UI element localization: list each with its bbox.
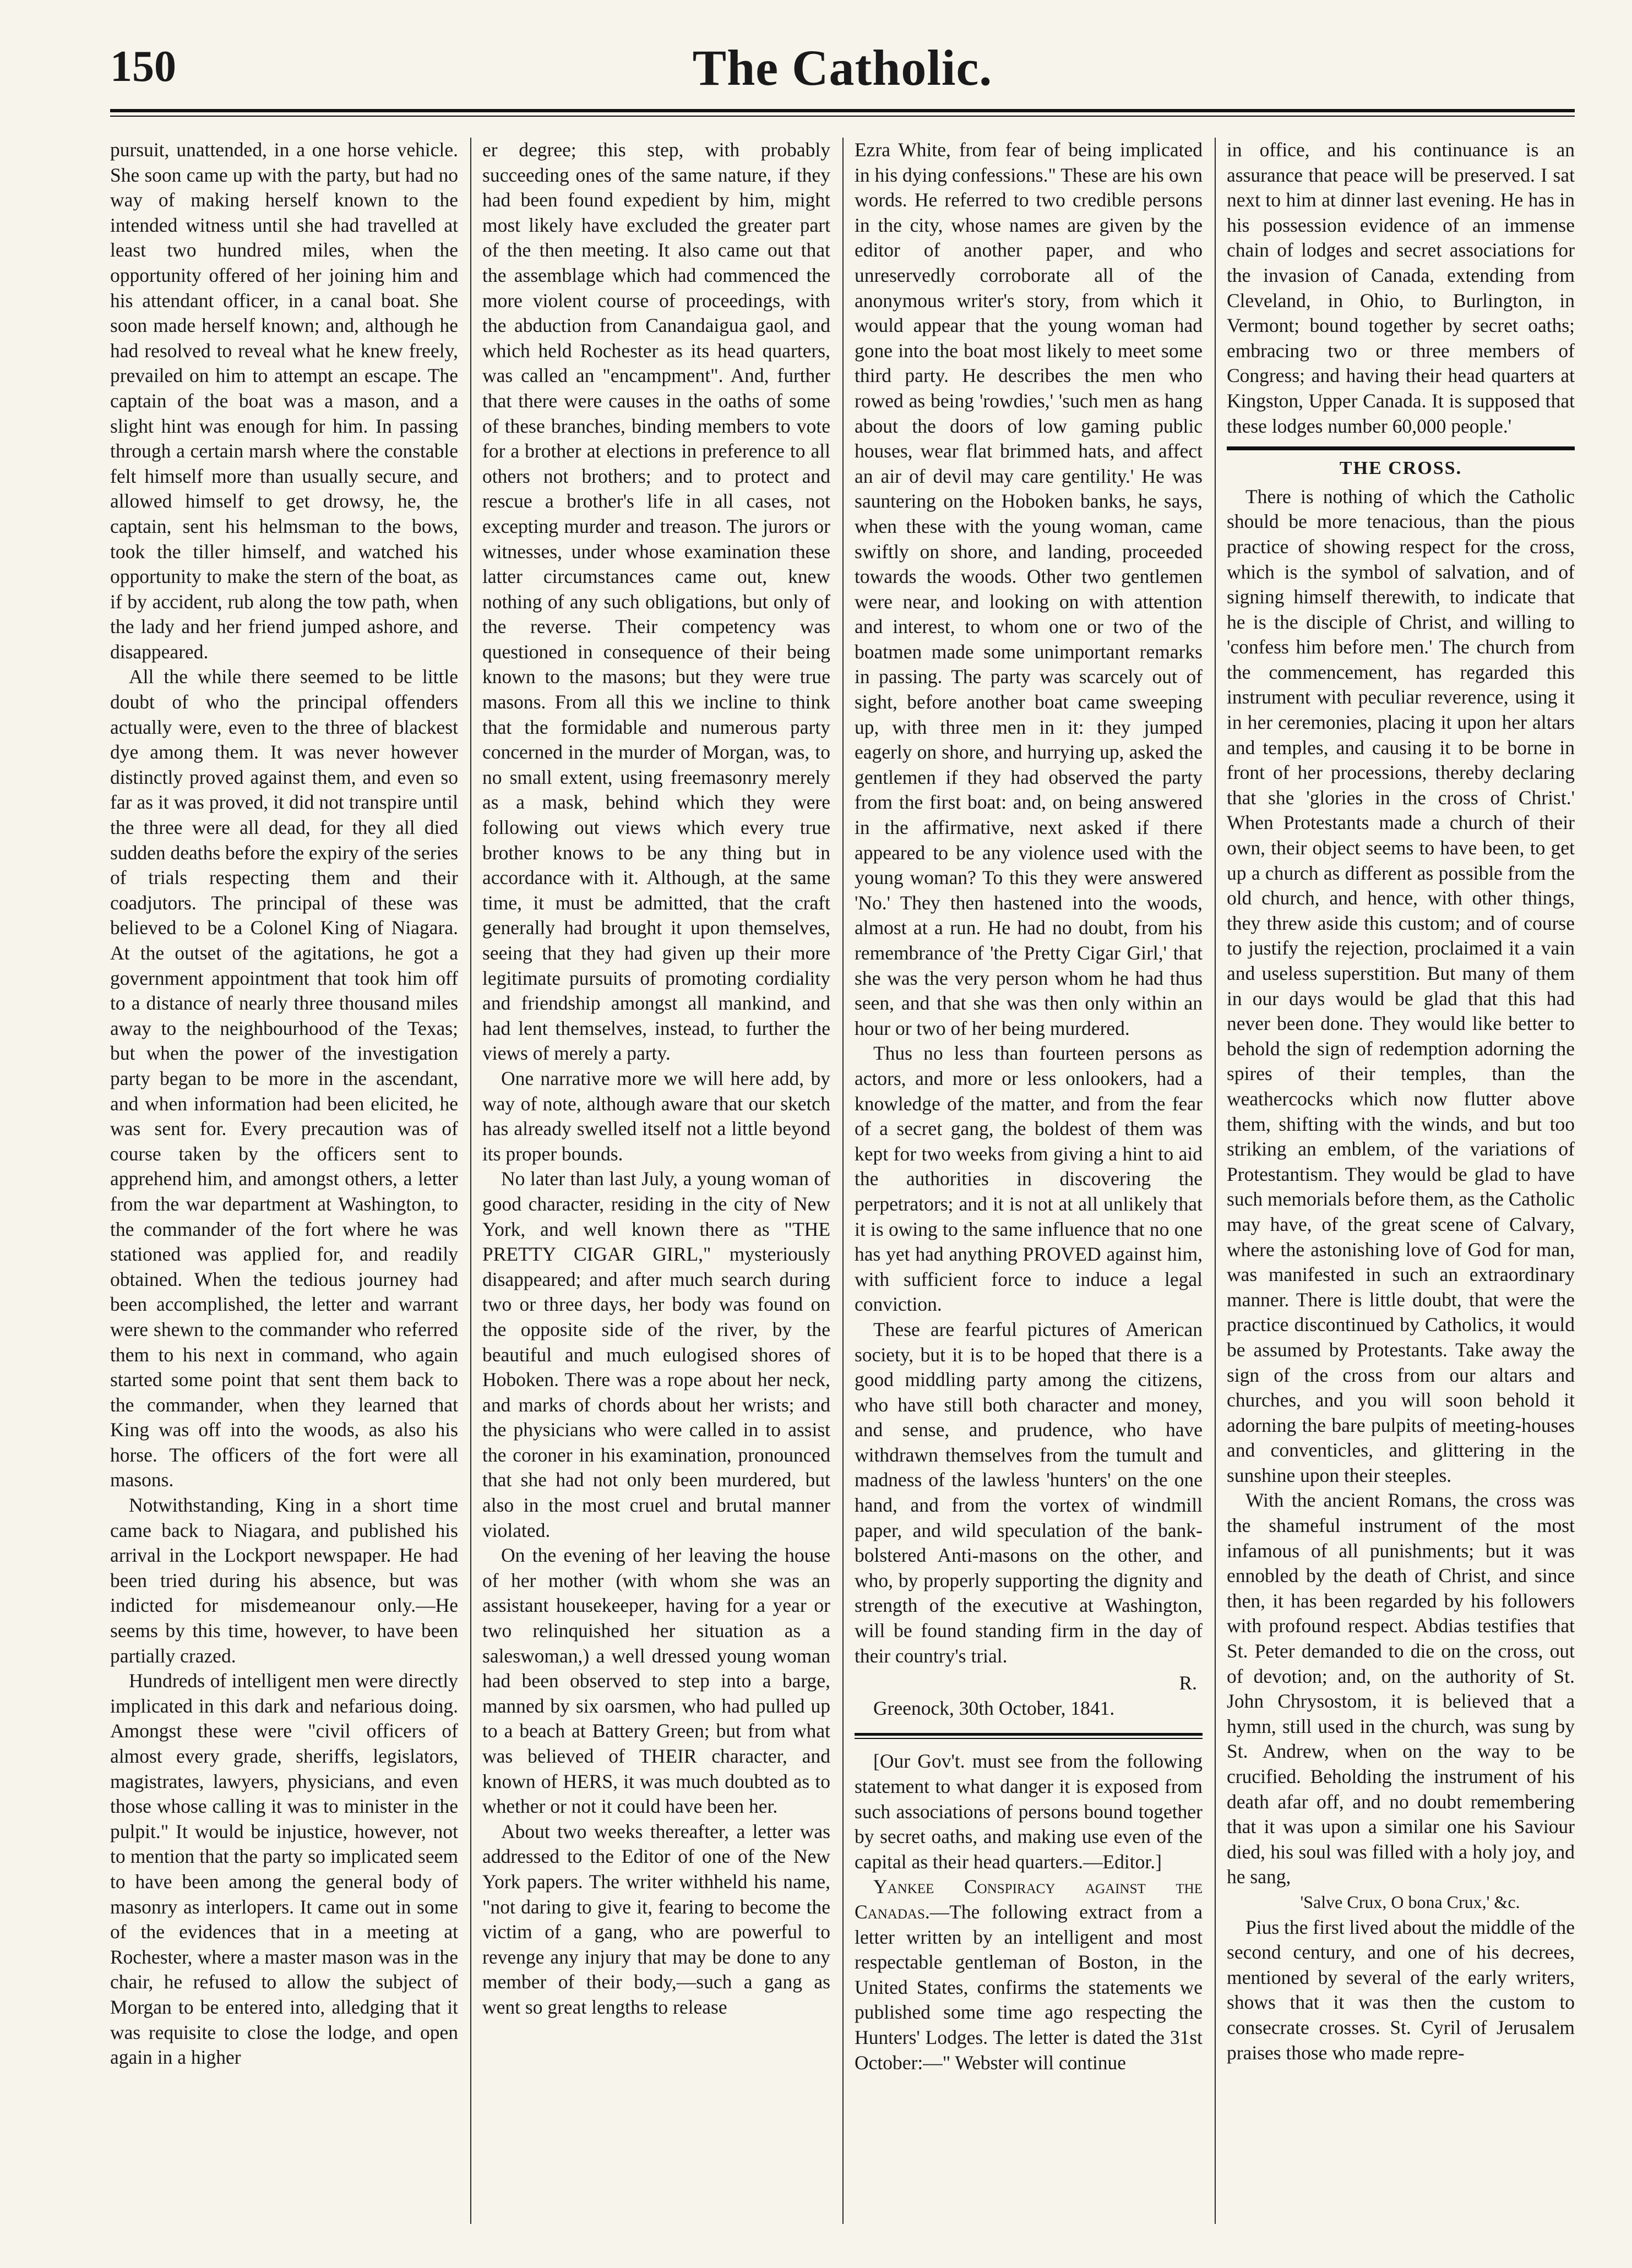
paragraph: One narrative more we will here add, by way of note, although aware that our sketch has already swelled itself not a little beyond its proper bounds. [482,1067,830,1165]
quoted-hymn: 'Salve Crux, O bona Crux,' &c. [1300,1891,1520,1912]
paragraph [855,1874,1203,2075]
masthead-title: The Catholic. [692,40,993,96]
column-divider [1215,138,1216,2224]
column-1 [110,138,458,2224]
paragraph: Hundreds of intelligent men were directly implicated in this dark and nefarious doing. Amongst these were "civil officers of almost every grade, sheriffs, legislators, magistrates, lawyers, physicians, and even those whose calling it was to minister in the pulpit." It would be injustice, however, not to mention that the party so implicated seem to have been among the general body of masonry as interlopers. It came out in some of the evidences that in a meeting at Rochester, where a master mason was in the chair, he refused to allow the subject of Morgan to be entered into, alledging that it was requisite to close the lodge, and open again in a higher [110,1670,458,2069]
author-signature: R. [1179,1672,1197,1694]
article-columns [110,138,1575,2224]
section-title-the-cross: THE CROSS. [1339,458,1462,479]
dateline: Greenock, 30th October, 1841. [873,1697,1115,1719]
section-divider [855,1733,1203,1739]
column-2 [482,138,830,2224]
header-rule-thick [110,109,1575,112]
paragraph: pursuit, unattended, in a one horse vehicle. She soon came up with the party, but had no way of making herself known to the intended witness until she had travelled at least two hundred miles, when the opportunity offered of her joining him and his attendant officer, in a canal boat. She soon made herself known; and, although he had resolved to reveal what he knew freely, prevailed on him to attempt an escape. The captain of the boat was a mason, and a slight hint was enough for him. In passing through a certain marsh where the constable felt himself more than usually secure, and allowed himself to get drowsy, he, the captain, sent his helmsman to the bows, took the tiller himself, and watched his opportunity to make the stern of the boat, as if by accident, rub along the tow path, when the lady and her friend jumped ashore, and disappeared. [110,139,458,663]
paragraph: er degree; this step, with probably succeeding ones of the same nature, if they had been found expedient by him, might most likely have excluded the greater part of the then meeting. It also came out that the assemblage which had commenced the more violent course of proceedings, with the abduction from Canandaigua gaol, and which held Rochester as its head quarters, was called an "encampment". And, further that there were causes in the oaths of some of these branches, binding members to vote for a brother at elections in preference to all others not brothers; and to protect and rescue a brother's life in all cases, not excepting murder and treason. The jurors or witnesses, under whose examination these latter circumstances came out, knew nothing of any such obligations, but only of the reverse. Their competency was questioned in consequence of their being known to the masons; but they were true masons. From all this we incline to think that the formidable and numerous party concerned in the murder of Morgan, was, to no small extent, using freemasonry merely as a mask, behind which they were following out views which every true brother knows to be any thing but in accordance with it. Although, at the same time, it must be admitted, that the craft generally had brought it upon themselves, seeing that they had given up their more legitimate pursuits of promoting cordiality and friendship amongst all mankind, and had lent themselves, instead, to further the views of merely a party. [482,139,830,1065]
paragraph: Thus no less than fourteen persons as actors, and more or less onlookers, had a knowledge of the matter, and from the fear of a secret gang, the boldest of them was kept for two weeks from giving a hint to aid the authorities in discovering the perpetrators; and it is not at all unlikely that it is owing to the same influence that no one has yet had anything PROVED against him, with sufficient force to induce a legal conviction. [855,1042,1203,1316]
paragraph: Notwithstanding, King in a short time came back to Niagara, and published his arrival in the Lockport newspaper. He had been tried during his absence, but was indicted for misdemeanour only.—He seems by this time, however, to have been partially crazed. [110,1494,458,1667]
paragraph: With the ancient Romans, the cross was the shameful instrument of the most infamous of all punishments; but it was ennobled by the death of Christ, and since then, it has been regarded by his followers with profound respect. Abdias testifies that St. Peter demanded to die on the cross, out of devotion; and, on the authority of St. John Chrysostom, it is believed that a hymn, still used in the church, was sung by St. Andrew, when on the way to be crucified. Beholding the instrument of his death afar off, and no doubt remembering that it was upon a similar one his Saviour died, his soul was filled with a holy joy, and he sang, [1227,1489,1575,1888]
column-3 [855,138,1203,2224]
paragraph: No later than last July, a young woman of good character, residing in the city of New York, and well known there as "THE PRETTY CIGAR GIRL," mysteriously disappeared; and after much search during two or three days, her body was found on the opposite side of the river, by the beautiful and much eulogised shores of Hoboken. There was a rope about her neck, and marks of chords about her wrists; and the physicians who were called in to assist the coroner in his examination, pronounced that she had not only been murdered, but also in the most cruel and brutal manner violated. [482,1168,830,1541]
paragraph: Ezra White, from fear of being implicated in his dying confessions." These are his own words. He referred to two credible persons in the city, whose names are given by the editor of another paper, and who unreservedly corroborate all of the anonymous writer's story, from which it would appear that the young woman had gone into the boat most likely to meet some third party. He describes the men who rowed as being 'rowdies,' 'such men as hang about the doors of low gaming public houses, wear flat brimmed hats, and affect an air of devil may care gentility.' He was sauntering on the Hoboken banks, he says, when these with the young woman, came swiftly on shore, and landing, proceeded towards the woods. Other two gentlemen were near, and looking on with attention and interest, to whom one or two of the boatmen made some unimportant remarks in passing. The party was scarcely out of sight, before another boat came sweeping up, with three men in it: they jumped eagerly on shore, and hurrying up, asked the gentlemen if they had observed the party from the first boat: and, on being answered in the affirmative, next asked if there appeared to be any violence used with the young woman? To this they were answered 'No.' They then hastened into the woods, almost at a run. He had no doubt, from his remembrance of 'the Pretty Cigar Girl,' that she was the very person whom he had thus seen, and that she was then only within an hour or two of her being murdered. [855,139,1203,1039]
newspaper-page [110,39,1575,2229]
paragraph: About two weeks thereafter, a letter was addressed to the Editor of one of the New York papers. The writer withheld his name, "not daring to give it, fearing to become the victim of a gang, who are powerful to revenge any injury that may be done to any member of their body,—such a gang as went so great lengths to release [482,1820,830,2018]
column-divider [842,138,844,2224]
paragraph: There is nothing of which the Catholic should be more tenacious, than the pious practice of showing respect for the cross, which is the symbol of salvation, and of signing himself therewith, to indicate that he is the disciple of Christ, and willing to 'confess him before men.' The church from the commencement, has regarded this instrument with peculiar reverence, using it in her ceremonies, placing it upon her altars and temples, and causing it to be borne in front of her processions, thereby declaring that she 'glories in the cross of Christ.' When Protestants made a church of their own, their object seems to have been, to get up a church as different as possible from the old church, and hence, with other things, they threw aside this custom; and of course to justify the rejection, proclaimed it a vain and useless superstition. But many of them in our days would be glad that this had never been done. They would like better to behold the sign of redemption adorning the spires of their temples, than the weathercocks which now flutter above them, shifting with the winds, and but too striking an emblem, of the variations of Protestantism. They would be glad to have such memorials before them, as the Catholic may have, of the great scene of Calvary, where the astonishing love of God for man, was manifested in such an extraordinary manner. There is little doubt, that were the practice discontinued by Catholics, it would be assumed by Protestants. Take away the sign of the cross from our altars and churches, and you will soon behold it adorning the bare pulpits of meeting-houses and conventicles, and glittering in the sunshine upon their steeples. [1227,485,1575,1486]
paragraph: Pius the first lived about the middle of the second century, and one of his decrees, mentioned by several of the early writers, shows that it was then the custom to consecrate crosses. St. Cyril of Jerusalem praises those who made repre- [1227,1916,1575,2064]
article-text: —The following extract from a letter written by an intelligent and most respectable gentleman of Boston, in the United States, confirms the statements we published some time ago respecting the Hunters' Lodges. The letter is dated the 31st October:—" Webster will continue [855,1900,1203,2074]
editor-note: [Our Gov't. must see from the following statement to what danger it is exposed from such associations of persons bound together by secret oaths, and making use even of the capital as their head quarters.—Editor.] [855,1750,1203,1873]
paragraph: All the while there seemed to be little doubt of who the principal offenders actually were, even to the three of blackest dye among them. It was never however distinctly proved against them, and even so far as it was proved, it did not transpire until the three were all dead, for they all died sudden deaths before the expiry of the series of trials respecting them and their coadjutors. The principal of these was believed to be a Colonel King of Niagara. At the outset of the agitations, he got a government appointment that took him off to a distance of nearly three thousand miles away to the neighbourhood of the Texas; but when the power of the investigation party began to be more in the ascendant, and when information had been elicited, he was sent for. Every precaution was of course taken by the officers sent to apprehend him, and amongst others, a letter from the war department at Washington, to the commander of the fort where he was stationed was applied for, and readily obtained. When the tedious journey had been accomplished, the letter and warrant were shewn to the commander who referred them to his next in command, who again started some point that sent them back to the commander, when they learned that King was off into the woods, as also his horse. The officers of the fort were all masons. [110,666,458,1491]
article-heading-yankee-conspiracy: Yankee Conspiracy against the Canadas. [855,1876,1203,1923]
paragraph: These are fearful pictures of American society, but it is to be hoped that there is a good middling party among the citizens, who have still both character and money, and sense, and prudence, who have withdrawn themselves from the tumult and madness of the lawless 'hunters' on the one hand, and from the vortex of windmill paper, and wild speculation of the bank-bolstered Anti-masons on the other, and who, by properly supporting the dignity and strength of the executive at Washington, will be found standing firm in the day of their country's trial. [855,1318,1203,1667]
paragraph: On the evening of her leaving the house of her mother (with whom she was an assistant housekeeper, having for a year or two relinquished her situation as a saleswoman,) a well dressed young woman had been observed to step into a barge, manned by six oarsmen, who had pulled up to a beach at Battery Green; but from what was believed of THEIR character, and known of HERS, it was much doubted as to whether or not it could have been her. [482,1544,830,1818]
section-divider [1227,446,1575,450]
page-number: 150 [110,42,176,91]
column-divider [470,138,471,2224]
paragraph: in office, and his continuance is an assurance that peace will be preserved. I sat next to him at dinner last evening. He has in his possession evidence of an immense chain of lodges and secret associations for the invasion of Canada, extending from Cleveland, in Ohio, to Burlington, in Vermont; bound together by secret oaths; embracing two or three members of Congress; and having their head quarters at Kingston, Upper Canada. It is supposed that these lodges number 60,000 people.' [1227,139,1575,437]
column-4 [1227,138,1575,2224]
page-header [110,39,1575,127]
header-rule-thin [110,116,1575,117]
